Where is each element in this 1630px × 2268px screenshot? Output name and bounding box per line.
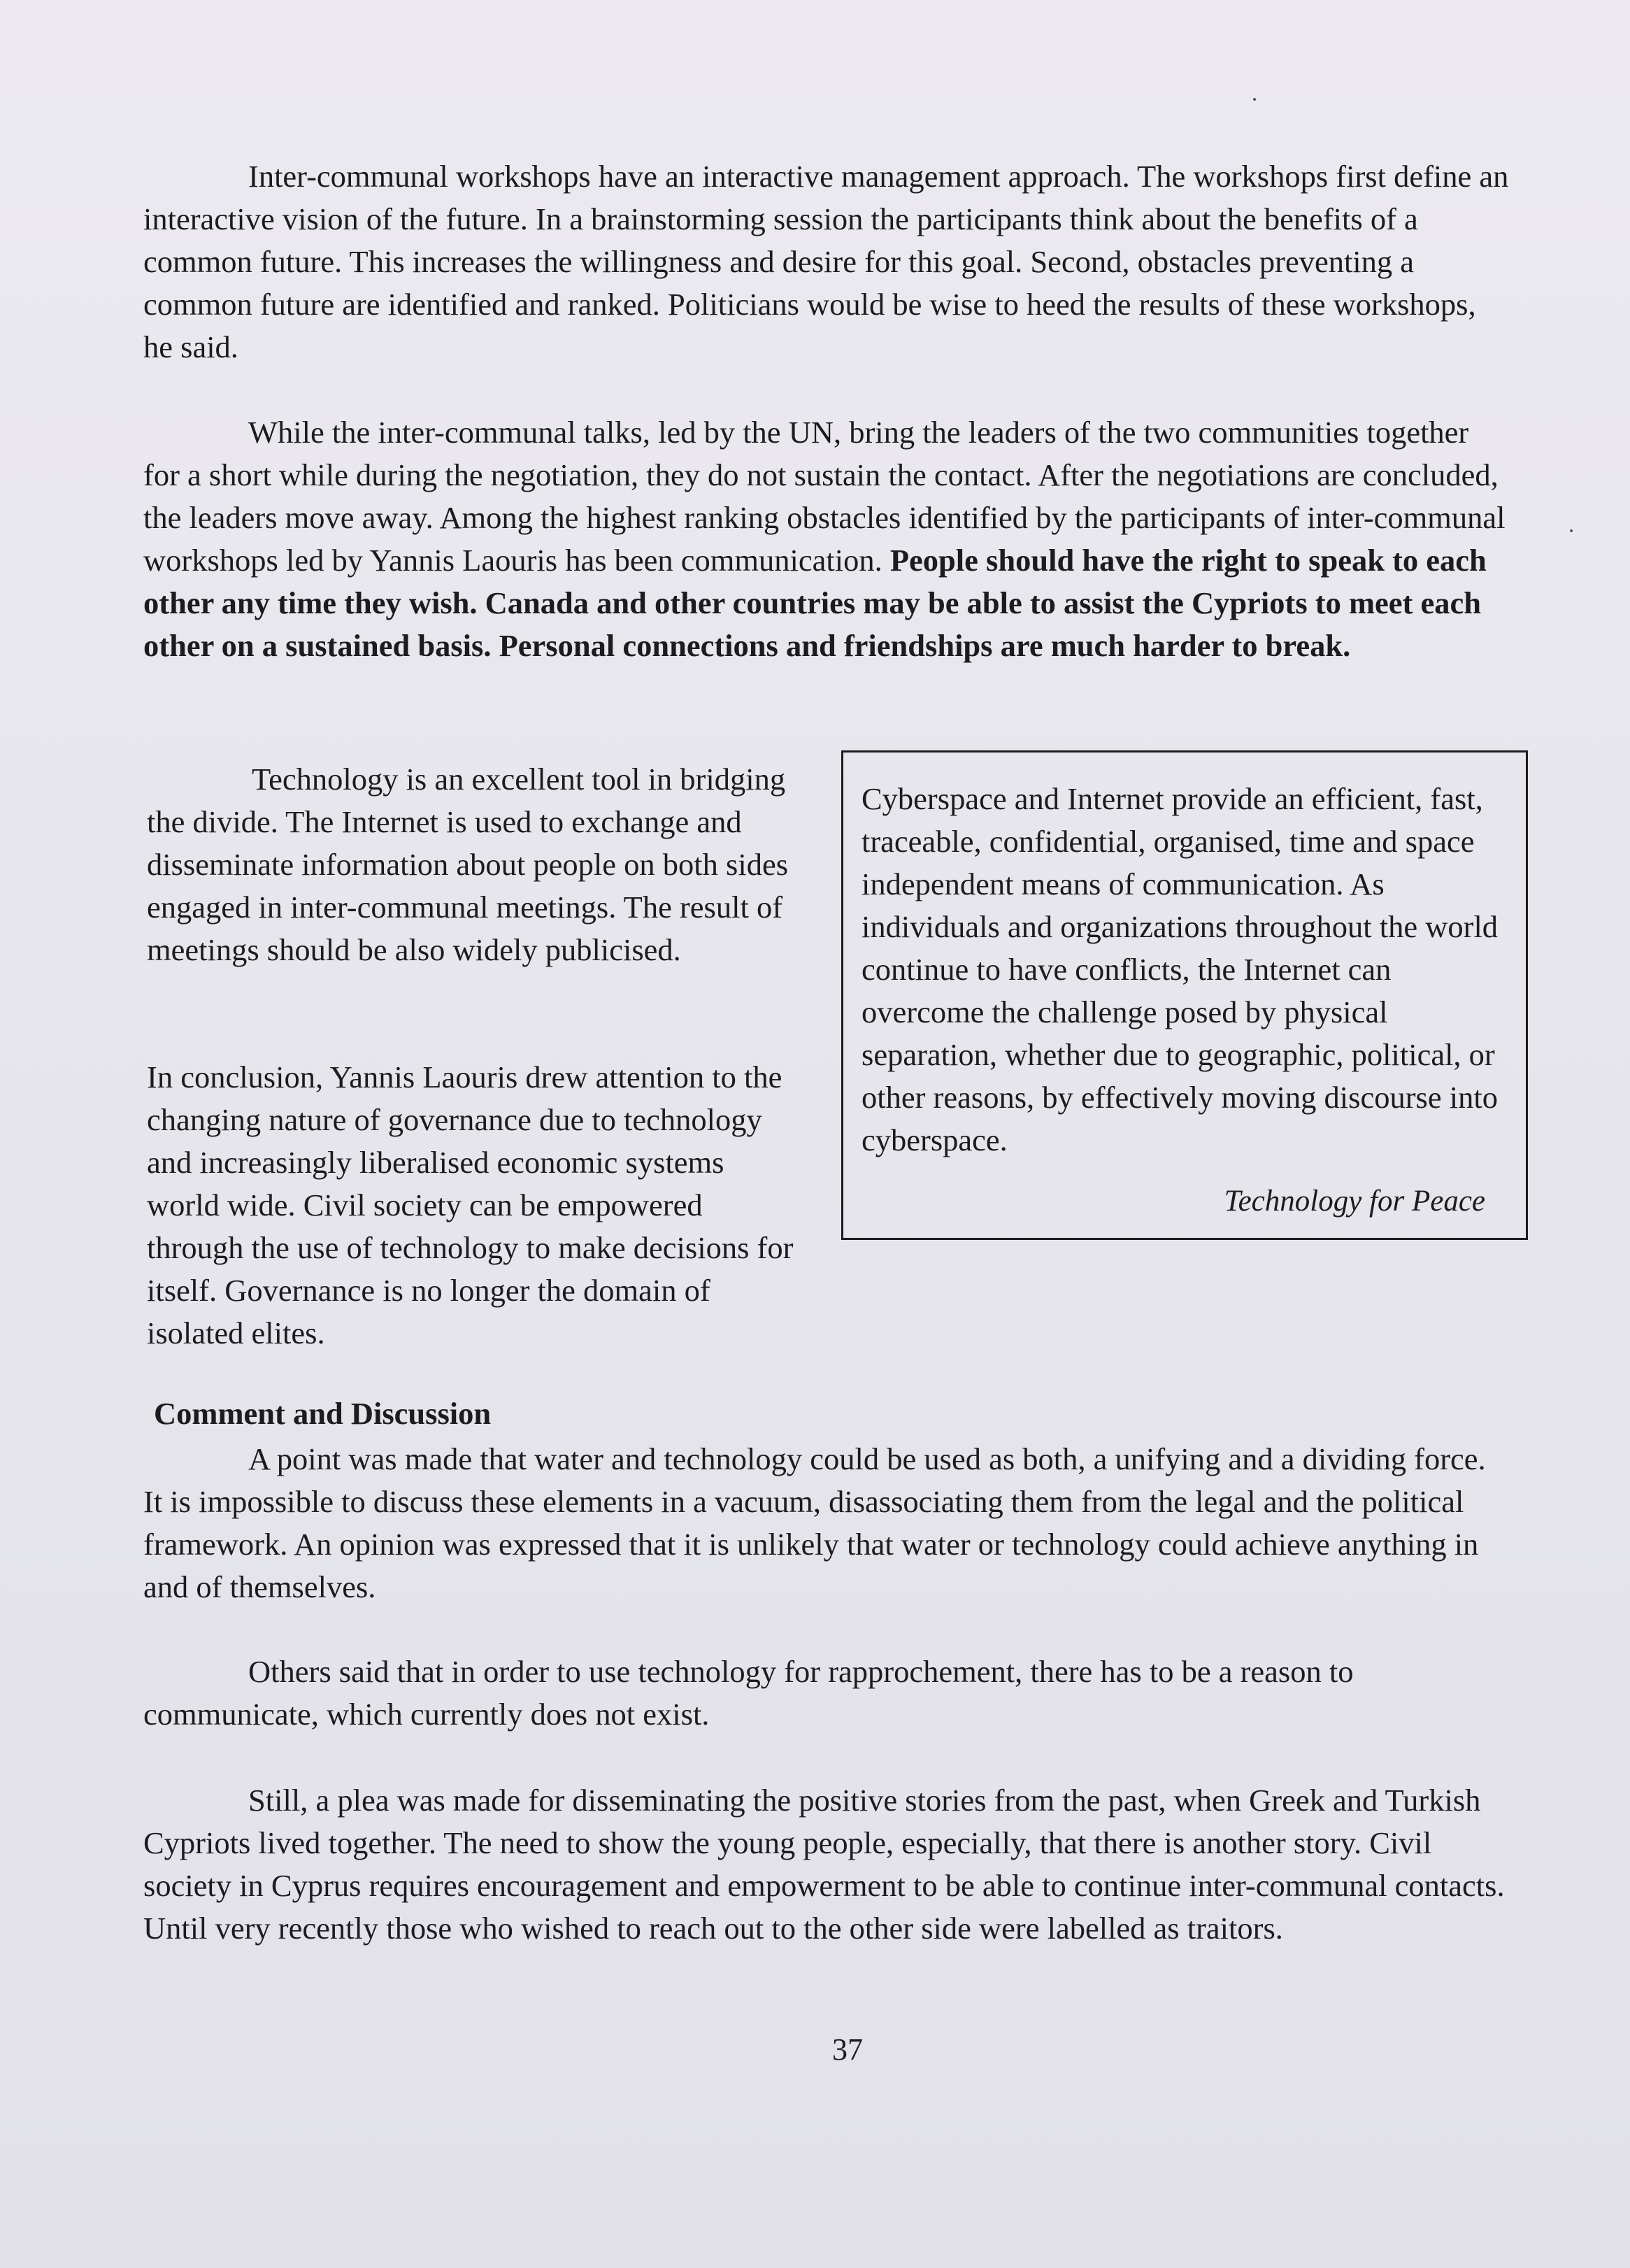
page-number: 37: [832, 2032, 863, 2067]
paragraph-discussion-others: Others said that in order to use technology for rapprochement, there has to be a reason to communicate, which currently does not exist.: [143, 1654, 1354, 1732]
paragraph-talks-text: While the inter-communal talks, led by the UN, bring the leaders of the two communities together for a short while during the negotiation, they do not sustain the contact. After the negotiations are concluded, the leaders move away. Among the highest ranking obstacles identified by the participants of inter-communal workshops led by Yannis Laouris has been communication.: [143, 415, 1506, 578]
paragraph-conclusion: In conclusion, Yannis Laouris drew attention to the changing nature of governance due to technology and increasingly liberalised economic systems world wide. Civil society can be empowered through the use of technology to make decisions for itself. Governance is no longer the domain of isolated elites.: [147, 1060, 794, 1350]
quote-text: Cyberspace and Internet provide an efficient, fast, traceable, confidential, organised, time and space independent means of communication. As individuals and organizations throughout the world continue to have conflicts, the Internet can overcome the challenge posed by physical separation, whether due to geographic, political, or other reasons, by effectively moving discourse into cyberspace.: [862, 781, 1499, 1157]
paragraph-talks-emphasis: People should have the right to speak to each other any time they wish. Canada and other countries may be able to assist the Cypriots to meet each other on a sustained basis. Personal connections and friendships are much harder to break.: [143, 543, 1487, 663]
scan-speck: [1253, 98, 1256, 101]
scan-speck: [1570, 529, 1573, 532]
paragraph-workshops: Inter-communal workshops have an interactive management approach. The workshops first define an interactive vision of the future. In a brainstorming session the participants think about the benefits of a common future. This increases the willingness and desire for this goal. Second, obstacles preventing a common future are identified and ranked. Politicians would be wise to heed the results of these workshops, he said.: [143, 159, 1509, 364]
quote-box: [841, 750, 1528, 1240]
paragraph-intercommunal-talks: [143, 411, 1510, 667]
paragraph-discussion-point: A point was made that water and technology could be used as both, a unifying and a dividing force. It is impossible to discuss these elements in a vacuum, disassociating them from the legal and the political framework. An opinion was expressed that it is unlikely that water or technology could achieve anything in and of themselves.: [143, 1441, 1486, 1604]
paragraph-discussion-plea: Still, a plea was made for disseminating the positive stories from the past, when Greek and Turkish Cypriots lived together. The need to show the young people, especially, that there is another story. Civil society in Cyprus requires encouragement and empowerment to be able to continue inter-communal contacts. Until very recently those who wished to reach out to the other side were labelled as traitors.: [143, 1783, 1505, 1946]
section-heading: Comment and Discussion: [154, 1396, 492, 1431]
paragraph-technology: Technology is an excellent tool in bridging the divide. The Internet is used to exchange and disseminate information about people on both sides engaged in inter-communal meetings. The result of meetings should be also widely publicised.: [147, 762, 789, 967]
quote-source: Technology for Peace: [1224, 1185, 1485, 1218]
